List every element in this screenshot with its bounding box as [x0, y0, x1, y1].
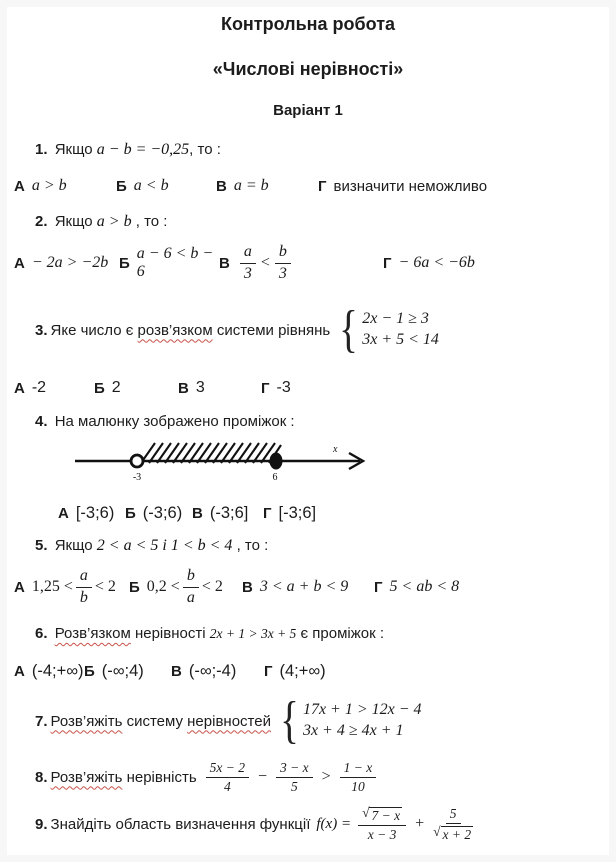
- question-number: 7.: [35, 712, 48, 730]
- option-g: [374, 578, 459, 596]
- option-a: [14, 567, 129, 607]
- left-endpoint-label: -3: [132, 472, 142, 483]
- misspelled-word: Розв’язком: [54, 625, 131, 642]
- question-5: [14, 537, 602, 555]
- question-2: [14, 213, 602, 231]
- fraction-denominator: 4: [223, 778, 231, 794]
- filled-endpoint-circle: [270, 453, 283, 470]
- square-root: [362, 804, 402, 824]
- option-v: [171, 662, 264, 681]
- option-label: Б: [125, 505, 136, 522]
- option-value: a > b: [31, 177, 67, 194]
- option-v: [192, 504, 263, 523]
- fraction-numerator: 1 − x: [340, 760, 377, 778]
- option-b: [125, 504, 192, 523]
- option-value: [-3;6]: [278, 504, 317, 522]
- options-row-q3: [14, 379, 602, 397]
- option-value: 5 < ab < 8: [389, 578, 460, 595]
- option-label: Б: [129, 578, 140, 596]
- option-label: Г: [383, 254, 392, 272]
- fraction: [76, 567, 92, 607]
- option-v: [242, 578, 360, 596]
- inequality-system: [277, 691, 422, 749]
- fraction: [340, 760, 377, 794]
- option-label: В: [219, 254, 230, 272]
- question-text: нерівності: [134, 625, 206, 642]
- number-line-svg: [61, 438, 376, 490]
- option-label: В: [192, 505, 203, 522]
- option-label: Г: [318, 177, 327, 195]
- option-a: [58, 504, 125, 523]
- options-row-q5: [14, 561, 602, 613]
- misspelled-word: Розв’яжіть: [50, 712, 123, 730]
- option-b: [116, 177, 216, 195]
- fraction: [433, 806, 473, 842]
- option-label: Б: [119, 254, 130, 272]
- option-value: (-3;6): [142, 504, 183, 522]
- question-text: Яке число є: [50, 321, 134, 339]
- option-value: 3 < a + b < 9: [259, 578, 349, 595]
- document-subtitle: «Числові нерівності»: [212, 59, 404, 79]
- option-value-suffix: < 2: [201, 578, 223, 595]
- open-endpoint-circle: [131, 455, 143, 467]
- question-text: , то :: [189, 141, 221, 158]
- question-6: [14, 625, 602, 642]
- option-label: Б: [116, 177, 127, 195]
- option-g: [261, 379, 291, 397]
- option-value-prefix: 0,2 <: [146, 578, 180, 595]
- option-value-suffix: < 2: [94, 578, 116, 595]
- question-text: Знайдіть область визначення функції: [50, 815, 311, 833]
- options-row-q4: [58, 504, 602, 523]
- option-value: − 6a < −6b: [398, 254, 475, 271]
- fraction-numerator: 5: [446, 806, 461, 824]
- math-expression: 2 < a < 5 і 1 < b < 4: [96, 537, 233, 554]
- option-label: А: [14, 663, 25, 680]
- system-brace: {: [339, 300, 359, 358]
- fraction-numerator: a: [240, 243, 256, 263]
- option-label: А: [14, 578, 25, 596]
- fraction: [276, 760, 313, 794]
- question-text: , то :: [131, 213, 168, 230]
- question-number: 5.: [35, 537, 48, 554]
- function-expression: [316, 806, 476, 842]
- option-v: [219, 243, 321, 283]
- system-brace: {: [280, 691, 299, 749]
- plus-sign: +: [415, 815, 425, 832]
- fraction-numerator: 3 − x: [276, 760, 313, 778]
- option-value: (-3;6]: [209, 504, 249, 522]
- radicand: 7 − x: [371, 807, 401, 823]
- option-label: А: [14, 254, 25, 272]
- question-4: [14, 413, 602, 430]
- option-label: Б: [84, 663, 95, 680]
- question-text: є проміжок :: [300, 625, 385, 642]
- option-value: − 2a > −2b: [31, 254, 109, 271]
- question-text: систему: [126, 712, 183, 730]
- option-value: (-∞;-4): [188, 662, 237, 680]
- fraction-denominator: x − 3: [367, 826, 397, 842]
- option-b: [119, 245, 219, 281]
- system-line-1: 2x − 1 ≥ 3: [362, 310, 429, 328]
- question-text: , то :: [232, 537, 269, 554]
- option-value: a < b: [133, 177, 169, 194]
- fraction-numerator: 5x − 2: [206, 760, 249, 778]
- question-text: На малюнку зображено проміжок :: [54, 413, 295, 430]
- fraction-numerator: a: [76, 567, 92, 587]
- options-row-q6: [14, 662, 602, 681]
- question-number: 9.: [35, 815, 48, 833]
- fraction-denominator: 3: [243, 264, 252, 282]
- math-expression: 2x + 1 > 3x + 5: [209, 626, 297, 641]
- option-a: [14, 379, 94, 397]
- document-title: Контрольна робота: [220, 14, 396, 34]
- option-g: [263, 504, 316, 523]
- question-3: [14, 301, 602, 359]
- option-label: Б: [94, 379, 105, 397]
- option-v: [216, 177, 318, 195]
- relation-sign: <: [260, 254, 270, 271]
- option-value: 2: [111, 379, 121, 396]
- function-name: f(x) =: [316, 815, 352, 832]
- fraction: [206, 760, 249, 794]
- question-7: [14, 693, 602, 749]
- option-b: [94, 379, 178, 397]
- fraction-denominator: 3: [278, 264, 287, 282]
- minus-sign: −: [258, 768, 268, 785]
- option-value: визначити неможливо: [333, 177, 488, 195]
- question-number: 2.: [35, 213, 48, 230]
- option-label: В: [178, 379, 189, 397]
- system-line-2: 3x + 5 < 14: [362, 331, 439, 349]
- fraction: [275, 243, 291, 283]
- option-label: Г: [264, 663, 273, 680]
- variant-heading: Варіант 1: [273, 102, 343, 119]
- question-number: 8.: [35, 768, 48, 786]
- option-value: -2: [31, 379, 47, 396]
- question-text: нерівність: [126, 768, 197, 786]
- question-number: 4.: [35, 413, 48, 430]
- option-b: [129, 567, 228, 607]
- option-value: (-4;+∞): [31, 662, 84, 680]
- option-label: Г: [374, 578, 383, 596]
- question-text: Якщо: [54, 141, 93, 158]
- option-label: А: [14, 379, 25, 397]
- inequality-expression: [203, 760, 380, 794]
- question-8: [14, 755, 602, 799]
- fraction-denominator: [433, 824, 473, 843]
- question-text: системи рівнянь: [216, 321, 331, 339]
- option-label: В: [171, 663, 182, 680]
- option-value: a − 6 < b − 6: [136, 245, 214, 280]
- option-label: Г: [263, 505, 272, 522]
- option-value: 3: [195, 379, 205, 396]
- relation-sign: >: [321, 768, 331, 785]
- fraction-numerator: [358, 806, 406, 826]
- options-row-q1: [14, 177, 602, 195]
- question-number: 6.: [35, 625, 48, 642]
- axis-variable-label: x: [333, 444, 338, 455]
- option-label: А: [14, 177, 25, 195]
- radical-sign: √: [433, 823, 441, 839]
- option-g: [264, 662, 326, 681]
- misspelled-word: розв’язком: [137, 321, 213, 339]
- question-text: Якщо: [54, 213, 93, 230]
- fraction: [240, 243, 256, 283]
- option-value: [-3;6): [75, 504, 115, 522]
- option-value: -3: [276, 379, 291, 396]
- option-a: [14, 662, 84, 681]
- fraction: [183, 567, 199, 607]
- option-b: [84, 662, 171, 681]
- fraction-denominator: 10: [351, 778, 365, 794]
- option-a: [14, 177, 116, 195]
- option-label: В: [242, 578, 253, 596]
- square-root: [433, 823, 473, 843]
- question-text: Якщо: [54, 537, 93, 554]
- fraction-denominator: 5: [290, 778, 298, 794]
- number-line-figure: [61, 438, 602, 490]
- option-label: Г: [261, 379, 270, 397]
- option-value: (-∞;4): [101, 662, 144, 680]
- radical-sign: √: [362, 804, 370, 820]
- question-1: [14, 141, 602, 159]
- math-expression: a − b = −0,25: [96, 141, 190, 158]
- option-v: [178, 379, 261, 397]
- misspelled-word: нерівностей: [187, 712, 271, 730]
- option-g: [383, 254, 475, 272]
- radicand: x + 2: [442, 826, 472, 842]
- misspelled-word: Розв’яжіть: [50, 768, 123, 786]
- fraction: [358, 806, 406, 842]
- option-g: [318, 178, 487, 195]
- option-label: В: [216, 177, 227, 195]
- inequality-system: [336, 300, 439, 358]
- question-number: 3.: [35, 321, 48, 339]
- math-expression: a > b: [96, 213, 132, 230]
- question-9: [14, 803, 602, 845]
- system-line-2: 3x + 4 ≥ 4x + 1: [302, 722, 404, 740]
- option-label: А: [58, 505, 69, 522]
- right-endpoint-label: 6: [272, 472, 278, 483]
- fraction-denominator: b: [79, 588, 88, 606]
- system-line-1: 17x + 1 > 12x − 4: [302, 701, 422, 719]
- fraction-numerator: b: [183, 567, 199, 587]
- fraction-numerator: b: [275, 243, 291, 263]
- question-number: 1.: [35, 141, 48, 158]
- option-value-prefix: 1,25 <: [31, 578, 73, 595]
- option-a: [14, 254, 119, 272]
- option-value: a = b: [233, 177, 269, 194]
- options-row-q2: [14, 237, 602, 289]
- option-value: (4;+∞): [279, 662, 326, 680]
- fraction-denominator: a: [186, 588, 195, 606]
